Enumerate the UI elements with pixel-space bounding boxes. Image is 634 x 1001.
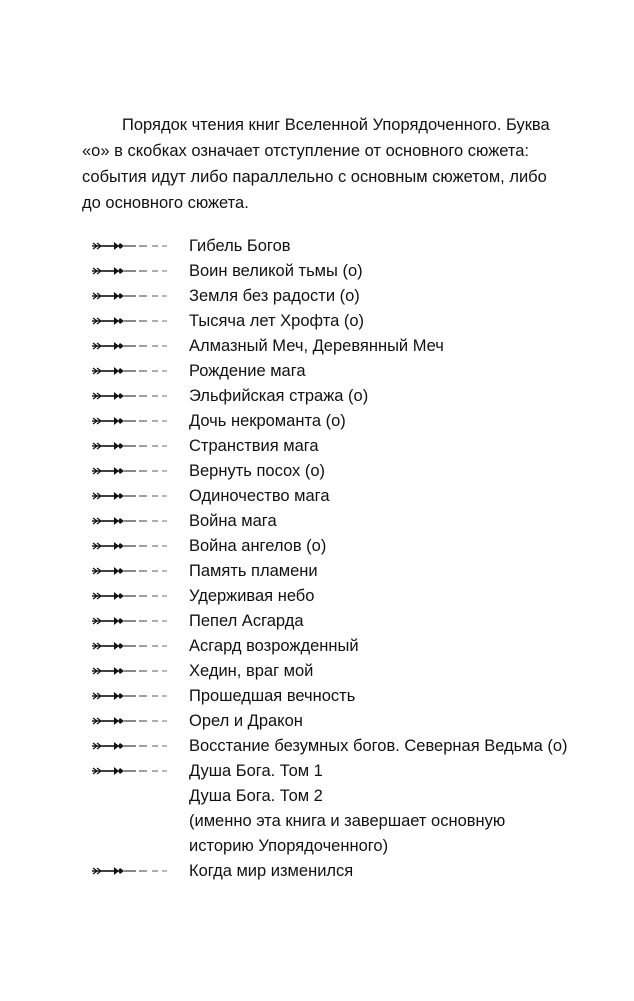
book-list-item (92, 784, 612, 809)
book-title: Пепел Асгарда (189, 612, 304, 630)
arrow-ornament-icon (92, 615, 168, 627)
arrow-ornament-icon (92, 715, 168, 727)
arrow-ornament-icon (92, 465, 168, 477)
book-list-item (92, 309, 612, 334)
book-title: Дочь некроманта (о) (189, 412, 346, 430)
book-list-item (92, 659, 612, 684)
book-list-item (92, 634, 612, 659)
book-list-item (92, 834, 612, 859)
book-list-item (92, 509, 612, 534)
book-title: Восстание безумных богов. Северная Ведьма (о) (189, 737, 568, 755)
arrow-ornament-icon (92, 665, 168, 677)
book-title: Одиночество мага (189, 487, 330, 505)
intro-line: события идут либо параллельно с основным сюжетом, либо (82, 168, 547, 186)
intro-paragraph (82, 112, 582, 216)
book-title: Тысяча лет Хрофта (о) (189, 312, 365, 330)
arrow-ornament-icon (92, 740, 168, 752)
arrow-ornament-icon (92, 365, 168, 377)
book-title: Война мага (189, 512, 277, 530)
book-list-item (92, 234, 612, 259)
book-title: Эльфийская стража (о) (189, 387, 369, 405)
arrow-ornament-icon (92, 765, 168, 777)
book-title: Война ангелов (о) (189, 537, 327, 555)
book-list-item (92, 434, 612, 459)
book-title: Гибель Богов (189, 237, 291, 255)
book-list-item (92, 384, 612, 409)
book-title: Удерживая небо (189, 587, 315, 605)
book-list-item (92, 284, 612, 309)
arrow-ornament-icon (92, 265, 168, 277)
arrow-ornament-icon (92, 640, 168, 652)
book-list-item (92, 359, 612, 384)
book-list-item (92, 584, 612, 609)
book-title: Прошедшая вечность (189, 687, 356, 705)
arrow-ornament-icon (92, 515, 168, 527)
book-title: Когда мир изменился (189, 862, 354, 880)
book-title: Память пламени (189, 562, 318, 580)
book-list-item (92, 734, 612, 759)
book-title: Рождение мага (189, 362, 306, 380)
book-title: Асгард возрожденный (189, 637, 359, 655)
book-list-item (92, 609, 612, 634)
book-title: Хедин, враг мой (189, 662, 314, 680)
arrow-ornament-icon (92, 440, 168, 452)
book-list-item (92, 334, 612, 359)
arrow-ornament-icon (92, 565, 168, 577)
arrow-ornament-icon (92, 590, 168, 602)
book-title: Странствия мага (189, 437, 319, 455)
book-list-item (92, 859, 612, 884)
book-list-item (92, 484, 612, 509)
book-list-item (92, 759, 612, 784)
book-list-item (92, 684, 612, 709)
book-title: Земля без радости (о) (189, 287, 360, 305)
arrow-ornament-icon (92, 540, 168, 552)
book-list-item (92, 534, 612, 559)
book-list-item (92, 809, 612, 834)
book-title: Вернуть посох (о) (189, 462, 325, 480)
reading-order-list (92, 234, 612, 884)
arrow-ornament-icon (92, 415, 168, 427)
book-list-item (92, 709, 612, 734)
book-list-item (92, 459, 612, 484)
book-list-item (92, 259, 612, 284)
book-title: Алмазный Меч, Деревянный Меч (189, 337, 444, 355)
arrow-ornament-icon (92, 690, 168, 702)
book-list-item (92, 559, 612, 584)
book-title: Орел и Дракон (189, 712, 303, 730)
arrow-ornament-icon (92, 290, 168, 302)
arrow-ornament-icon (92, 240, 168, 252)
book-title: Воин великой тьмы (о) (189, 262, 363, 280)
arrow-ornament-icon (92, 315, 168, 327)
book-title: историю Упорядоченного) (189, 837, 389, 855)
book-list-item (92, 409, 612, 434)
book-title: Душа Бога. Том 2 (189, 787, 323, 805)
book-title: (именно эта книга и завершает основную (189, 812, 506, 830)
intro-line: до основного сюжета. (82, 194, 249, 212)
book-title: Душа Бога. Том 1 (189, 762, 323, 780)
arrow-ornament-icon (92, 390, 168, 402)
arrow-ornament-icon (92, 340, 168, 352)
intro-line: «о» в скобках означает отступление от основного сюжета: (82, 142, 529, 160)
arrow-ornament-icon (92, 490, 168, 502)
arrow-ornament-icon (92, 865, 168, 877)
intro-line: Порядок чтения книг Вселенной Упорядоченного. Буква (122, 116, 550, 134)
